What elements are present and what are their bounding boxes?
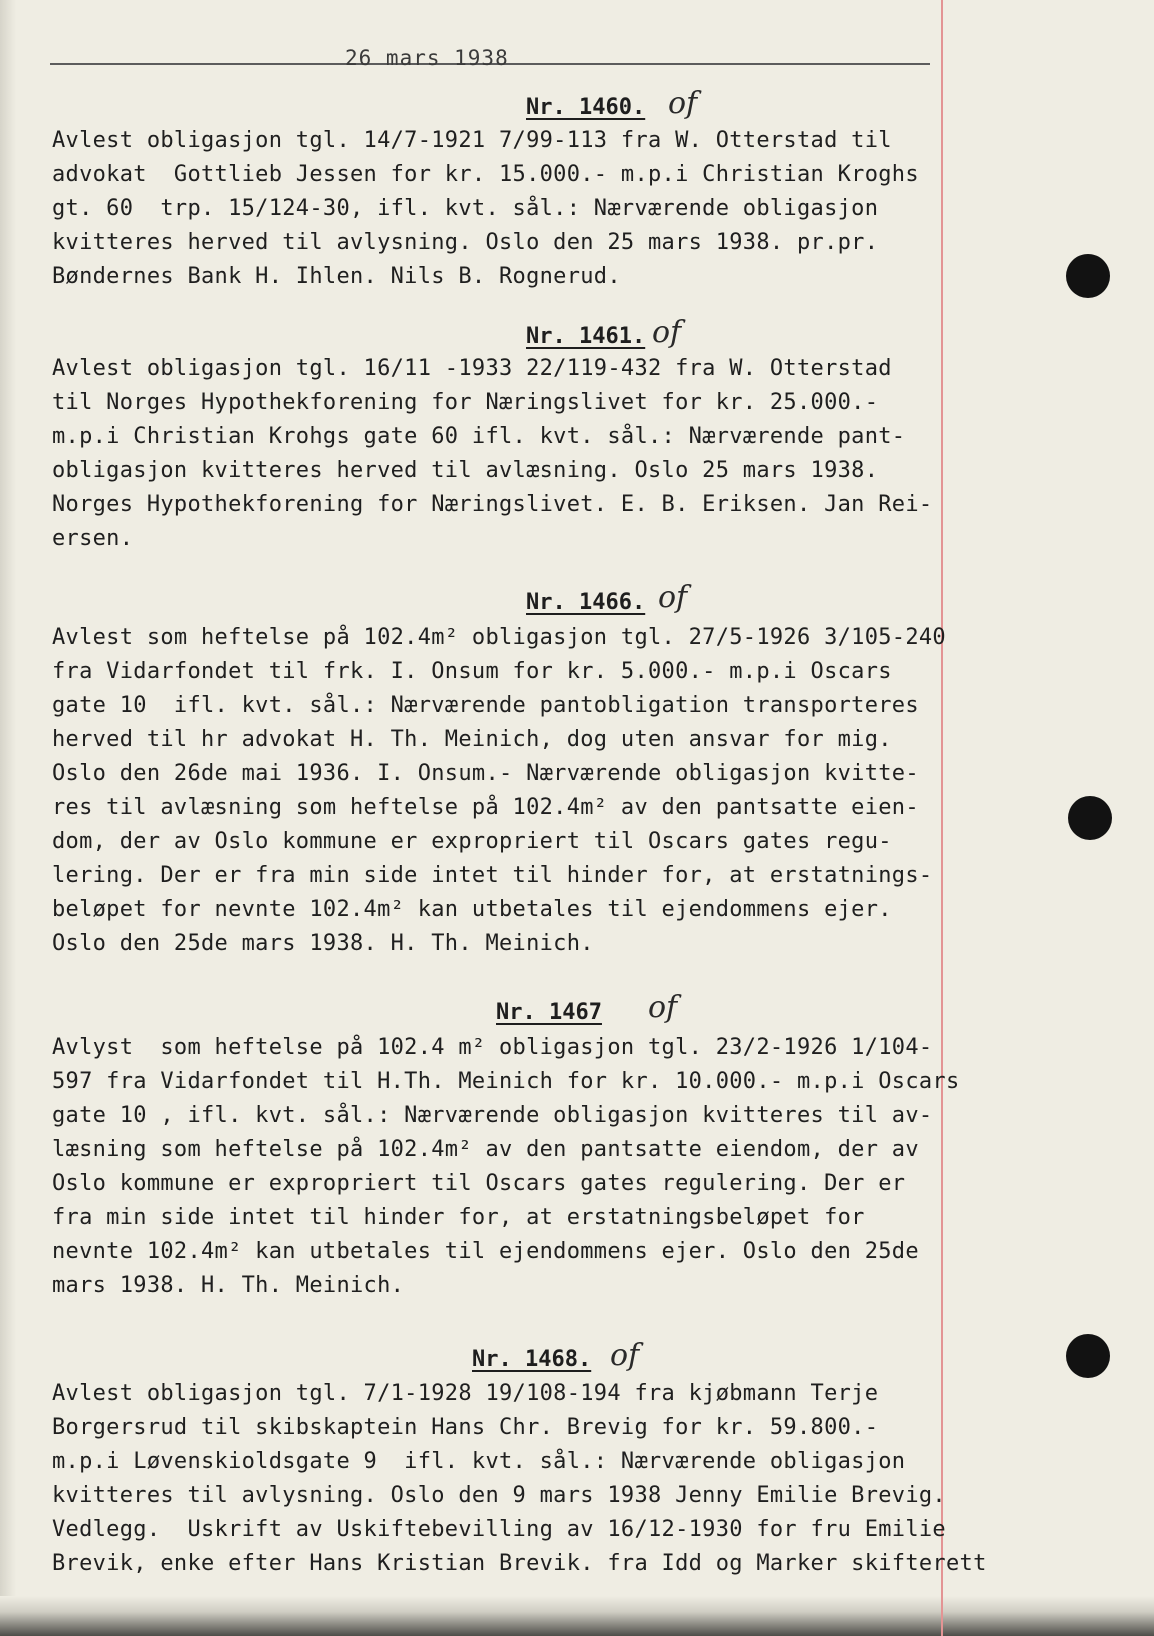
text-line: til Norges Hypothekforening for Næringslivet for kr. 25.000.- [52,390,879,415]
punch-hole [1068,796,1112,840]
text-line: Vedlegg. Uskrift av Uskiftebevilling av 16/12-1930 for fru Emilie [52,1517,946,1542]
text-line: dom, der av Oslo kommune er expropriert til Oscars gates regu- [52,829,892,854]
text-line: fra Vidarfondet til frk. I. Onsum for kr. 5.000.- m.p.i Oscars [52,659,892,684]
text-line: herved til hr advokat H. Th. Meinich, dog uten ansvar for mig. [52,727,892,752]
text-line: mars 1938. H. Th. Meinich. [52,1273,405,1298]
check-mark: of [610,1338,640,1373]
text-line: Avlest som heftelse på 102.4m² obligasjon tgl. 27/5-1926 3/105-240 [52,625,946,650]
text-line: Oslo den 25de mars 1938. H. Th. Meinich. [52,931,594,956]
text-line: Avlest obligasjon tgl. 7/1-1928 19/108-194 fra kjøbmann Terje [52,1381,879,1406]
text-line: gt. 60 trp. 15/124-30, ifl. kvt. sål.: Nærværende obligasjon [52,196,879,221]
entry-number: Nr. 1461. [526,324,646,349]
text-line: gate 10 ifl. kvt. sål.: Nærværende pantobligation transporteres [52,693,919,718]
text-line: Bøndernes Bank H. Ihlen. Nils B. Rognerud. [52,264,621,289]
text-line: 597 fra Vidarfondet til H.Th. Meinich for kr. 10.000.- m.p.i Oscars [52,1069,960,1094]
entry-number: Nr. 1460. [526,95,646,120]
text-line: m.p.i Christian Krohgs gate 60 ifl. kvt. sål.: Nærværende pant- [52,424,906,449]
check-mark: of [648,990,678,1025]
text-line: Oslo den 26de mai 1936. I. Onsum.- Nærværende obligasjon kvitte- [52,761,919,786]
text-line: Avlest obligasjon tgl. 14/7-1921 7/99-113 fra W. Otterstad til [52,128,892,153]
page-date: 26 mars 1938 [345,46,509,70]
margin-line [941,0,943,1636]
page-edge-shadow [0,0,16,1636]
entry-number: Nr. 1467 [496,1000,602,1025]
text-line: Avlyst som heftelse på 102.4 m² obligasjon tgl. 23/2-1926 1/104- [52,1035,933,1060]
punch-hole [1066,1334,1110,1378]
text-line: ersen. [52,526,134,551]
text-line: m.p.i Løvenskioldsgate 9 ifl. kvt. sål.: Nærværende obligasjon [52,1449,906,1474]
check-mark: of [658,580,688,615]
text-line: Borgersrud til skibskaptein Hans Chr. Brevig for kr. 59.800.- [52,1415,879,1440]
text-line: advokat Gottlieb Jessen for kr. 15.000.- m.p.i Christian Kroghs [52,162,919,187]
text-line: Brevik, enke efter Hans Kristian Brevik. fra Idd og Marker skifterett [52,1551,987,1576]
punch-hole [1066,254,1110,298]
text-line: kvitteres herved til avlysning. Oslo den 25 mars 1938. pr.pr. [52,230,879,255]
entry-number: Nr. 1466. [526,590,646,615]
check-mark: of [668,86,698,121]
text-line: læsning som heftelse på 102.4m² av den pantsatte eiendom, der av [52,1137,919,1162]
text-line: gate 10 , ifl. kvt. sål.: Nærværende obligasjon kvitteres til av- [52,1103,933,1128]
text-line: res til avlæsning som heftelse på 102.4m² av den pantsatte eien- [52,795,919,820]
text-line: obligasjon kvitteres herved til avlæsning. Oslo 25 mars 1938. [52,458,879,483]
text-line: Oslo kommune er expropriert til Oscars gates regulering. Der er [52,1171,906,1196]
text-line: Avlest obligasjon tgl. 16/11 -1933 22/119-432 fra W. Otterstad [52,356,892,381]
text-line: beløpet for nevnte 102.4m² kan utbetales til ejendommens ejer. [52,897,892,922]
text-line: kvitteres til avlysning. Oslo den 9 mars 1938 Jenny Emilie Brevig. [52,1483,946,1508]
check-mark: of [652,315,682,350]
text-line: Norges Hypothekforening for Næringslivet. E. B. Eriksen. Jan Rei- [52,492,933,517]
entry-number: Nr. 1468. [472,1347,592,1372]
text-line: nevnte 102.4m² kan utbetales til ejendommens ejer. Oslo den 25de [52,1239,919,1264]
text-line: fra min side intet til hinder for, at erstatningsbeløpet for [52,1205,865,1230]
page-bottom-shadow [0,1596,1154,1636]
text-line: lering. Der er fra min side intet til hinder for, at erstatnings- [52,863,933,888]
